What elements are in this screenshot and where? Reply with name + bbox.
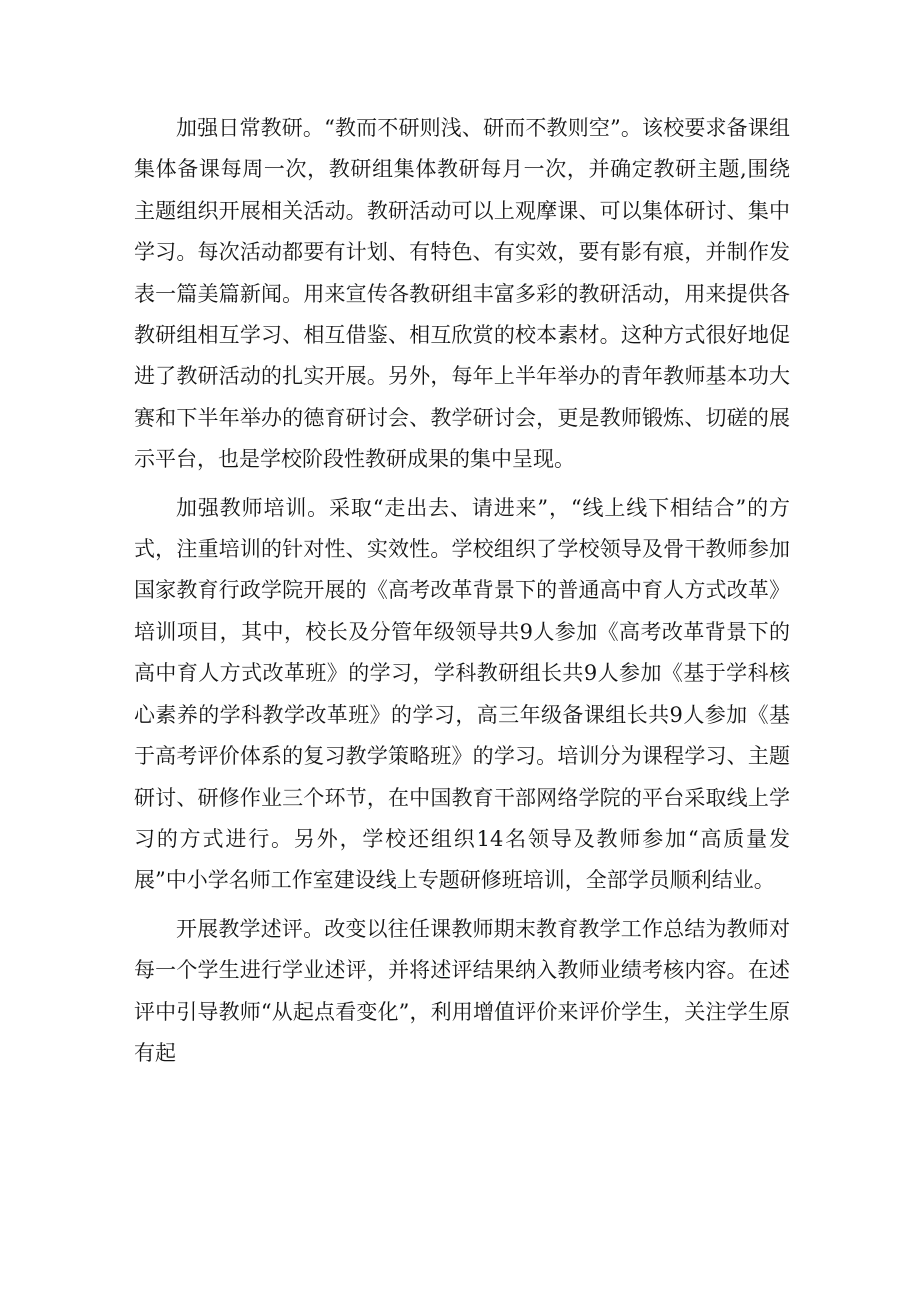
paragraph-teaching-review: 开展教学述评。改变以往任课教师期末教育教学工作总结为教师对每一个学生进行学业述评，并将述评结果纳入教师业绩考核内容。在述评中引导教师“从起点看变化”，利用增值评价来评价学生，关注学生原有起 (134, 916, 790, 1065)
paragraph-teacher-training: 加强教师培训。采取“走出去、请进来”，“线上线下相结合”的方式，注重培训的针对性、实效性。学校组织了学校领导及骨干教师参加国家教育行政学院开展的《高考改革背景下的普通高中育人方式改革》培训项目，其中，校长及分管年级领导共9人参加《高考改革背景下的高中育人方式改革班》的学习，学科教研组长共9人参加《基于学科核心素养的学科教学改革班》的学习，高三年级备课组长共9人参加《基于高考评价体系的复习教学策略班》的学习。培训分为课程学习、主题研讨、研修作业三个环节，在中国教育干部网络学院的平台采取线上学习的方式进行。另外，学校还组织14名领导及教师参加“高质量发展”中小学名师工作室建设线上专题研修班培训，全部学员顺利结业。 (134, 495, 790, 893)
paragraph-daily-research: 加强日常教研。“教而不研则浅、研而不教则空”。该校要求备课组集体备课每周一次，教研组集体教研每月一次，并确定教研主题,围绕主题组织开展相关活动。教研活动可以上观摩课、可以集体研讨、集中学习。每次活动都要有计划、有特色、有实效，要有影有痕，并制作发表一篇美篇新闻。用来宣传各教研组丰富多彩的教研活动，用来提供各教研组相互学习、相互借鉴、相互欣赏的校本素材。这种方式很好地促进了教研活动的扎实开展。另外，每年上半年举办的青年教师基本功大赛和下半年举办的德育研讨会、教学研讨会，更是教师锻炼、切磋的展示平台，也是学校阶段性教研成果的集中呈现。 (134, 116, 790, 472)
document-body (134, 108, 790, 1081)
